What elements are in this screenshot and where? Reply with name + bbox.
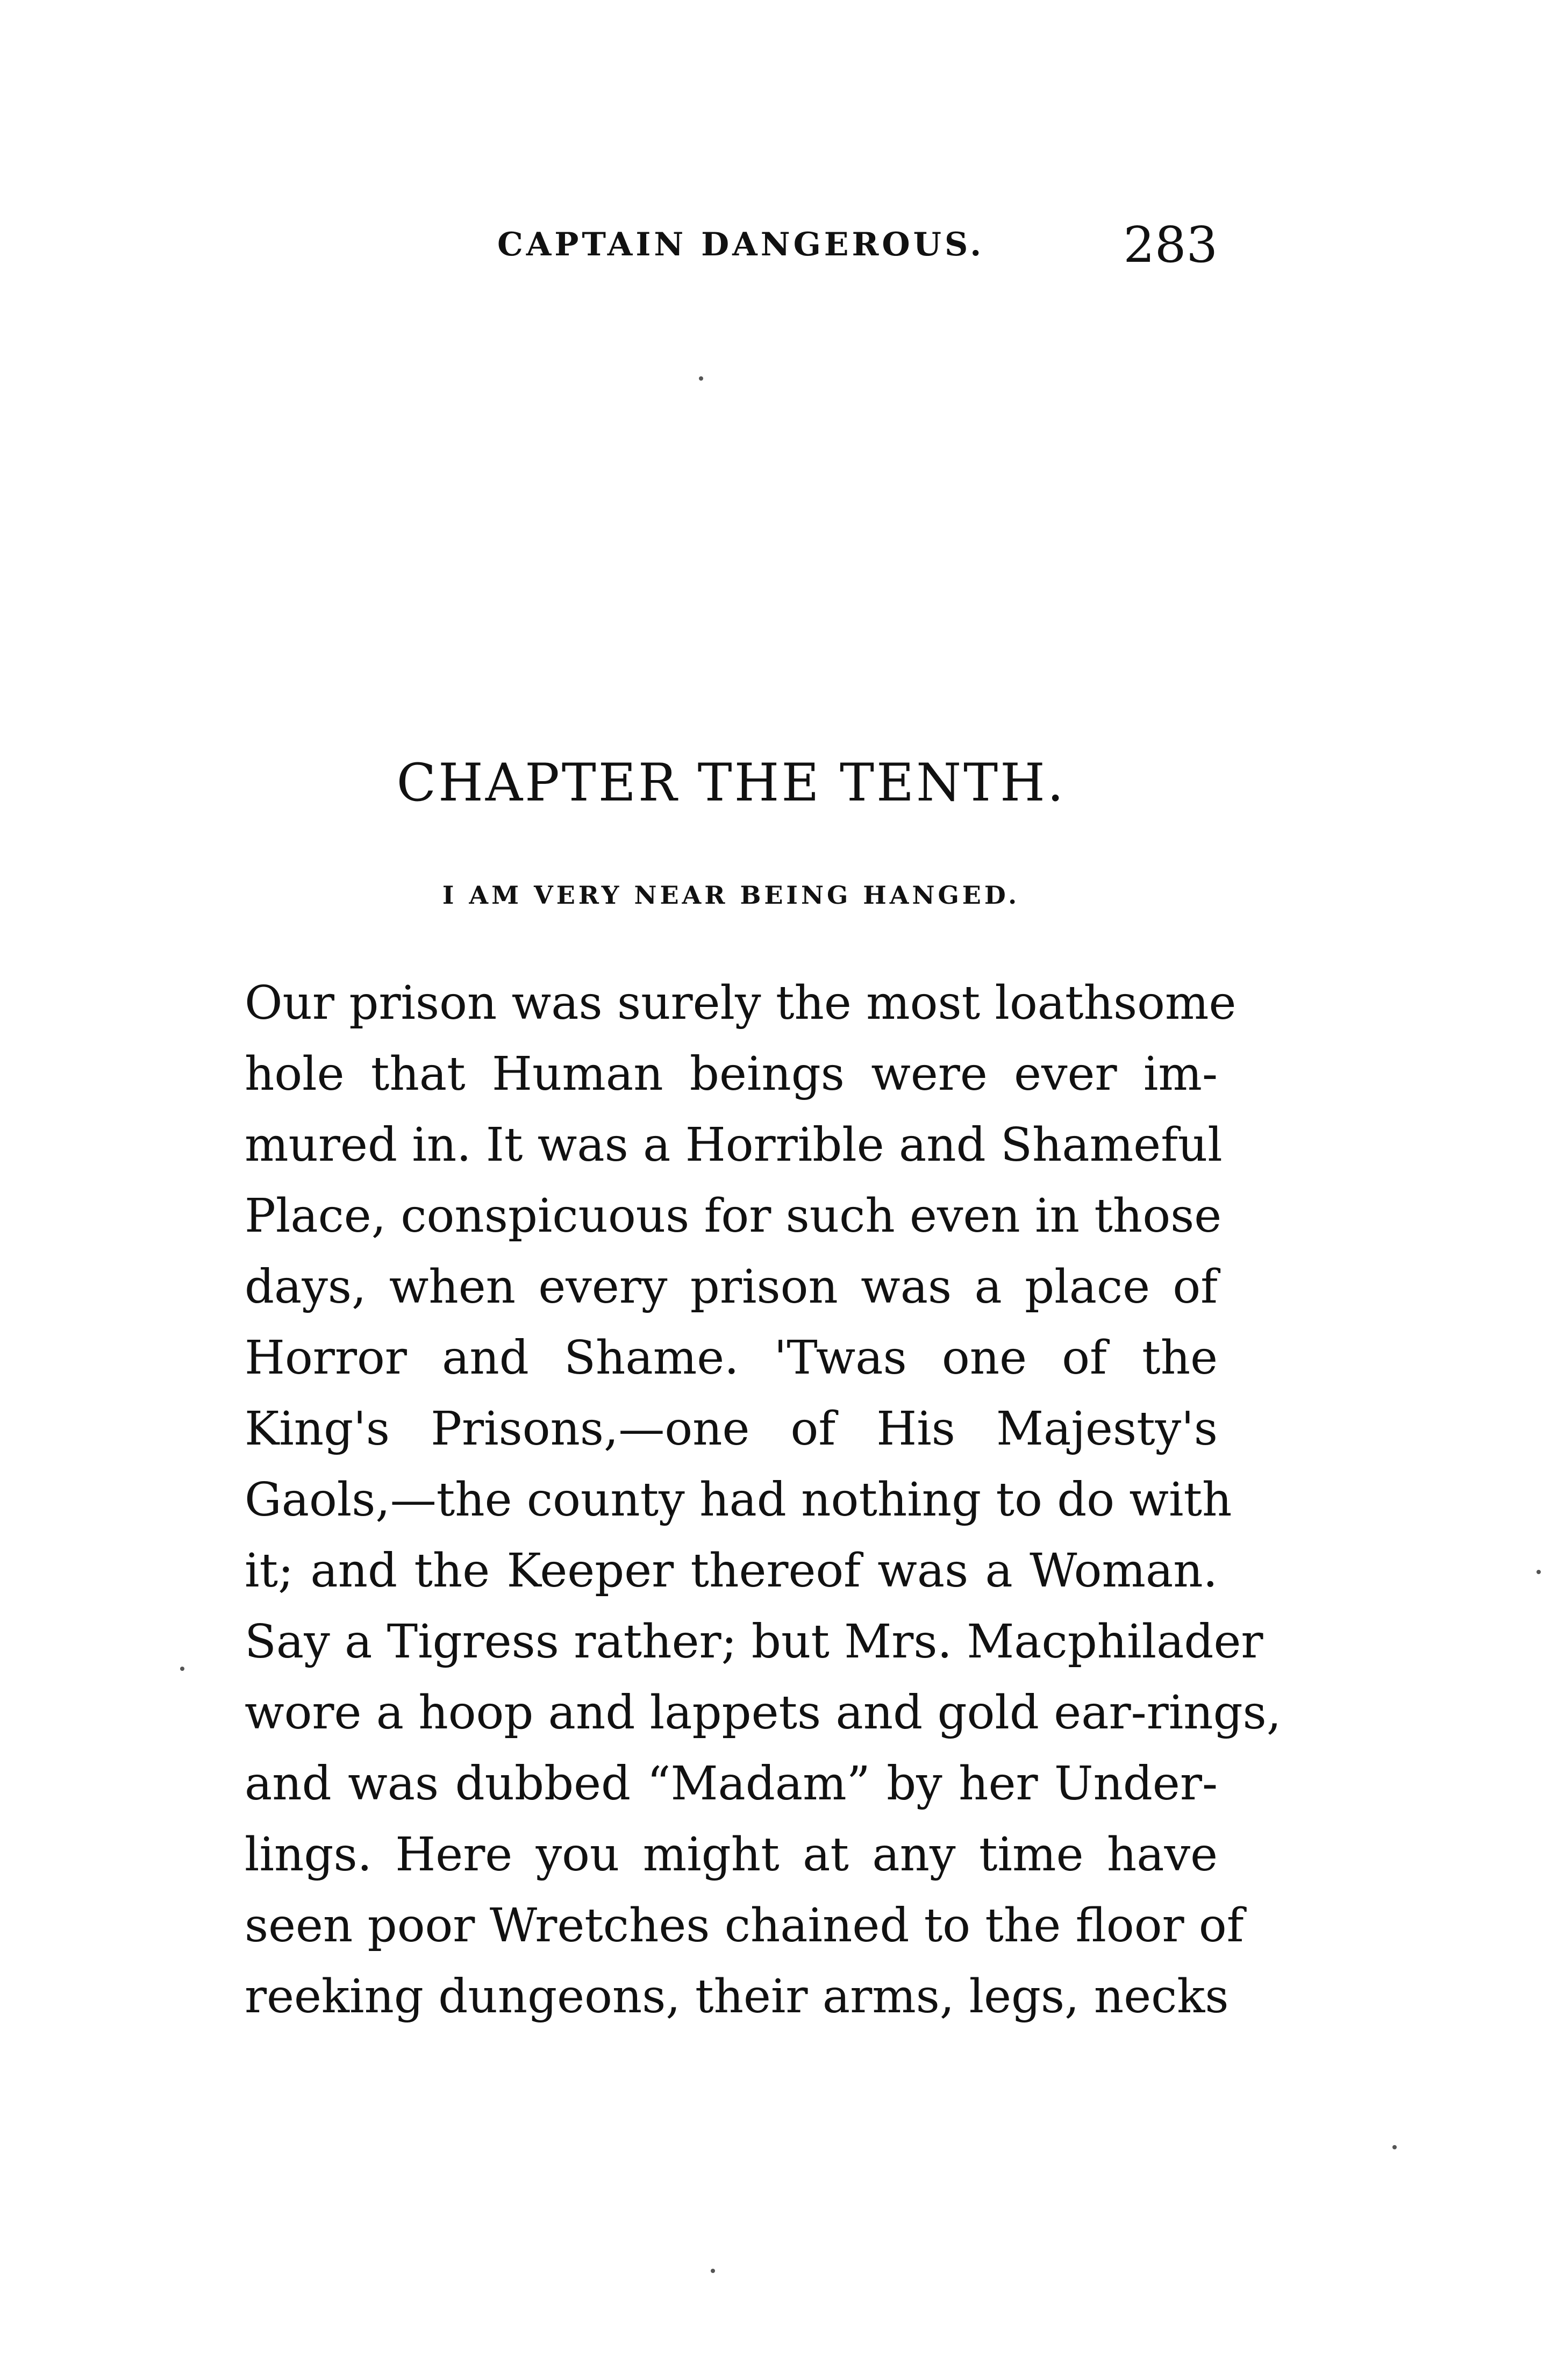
text-line: reeking dungeons, their arms, legs, necks [245, 1970, 1229, 2024]
text-line: lings. Here you might at any time have [245, 1828, 1218, 1882]
page-number: 283 [1123, 216, 1218, 274]
text-line: wore a hoop and lappets and gold ear-rings, [245, 1686, 1282, 1740]
body-text [245, 968, 1282, 2032]
scan-speck [1536, 1570, 1541, 1574]
text-line: hole that Human beings were ever im- [245, 1047, 1218, 1101]
scan-speck [711, 2269, 715, 2273]
chapter-subtitle: I AM VERY NEAR BEING HANGED. [442, 881, 1020, 910]
text-line: and was dubbed “Madam” by her Under- [245, 1757, 1218, 1811]
text-line: days, when every prison was a place of [245, 1260, 1218, 1314]
text-line: it; and the Keeper thereof was a Woman. [245, 1544, 1218, 1598]
text-line: Gaols,—the county had nothing to do with [245, 1473, 1232, 1527]
scan-speck [1392, 2145, 1397, 2149]
scan-speck [180, 1667, 184, 1671]
text-line: mured in. It was a Horrible and Shameful [245, 1118, 1223, 1172]
text-line: Our prison was surely the most loathsome [245, 976, 1237, 1030]
text-line: King's Prisons,—one of His Majesty's [245, 1402, 1218, 1456]
text-line: seen poor Wretches chained to the floor of [245, 1899, 1244, 1953]
scan-speck [699, 376, 703, 381]
running-head [245, 216, 1218, 280]
chapter-title: CHAPTER THE TENTH. [396, 753, 1066, 813]
text-line: Say a Tigress rather; but Mrs. Macphilader [245, 1615, 1263, 1669]
text-line: Horror and Shame. 'Twas one of the [245, 1331, 1218, 1385]
text-line: Place, conspicuous for such even in those [245, 1189, 1222, 1243]
running-title: CAPTAIN DANGEROUS. [497, 226, 985, 263]
